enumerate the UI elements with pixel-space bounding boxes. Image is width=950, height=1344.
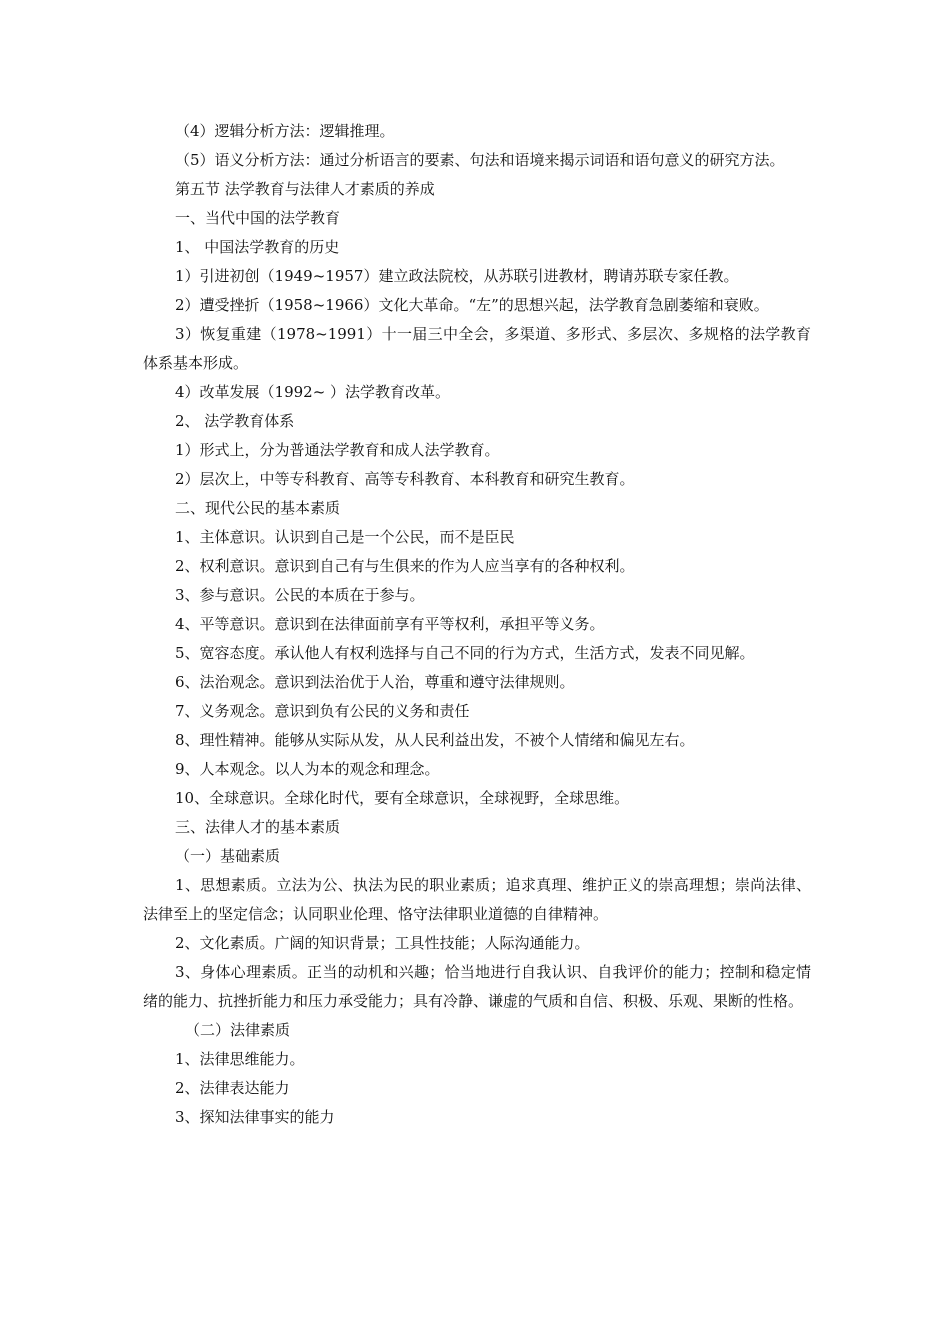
list-item: 1）形式上，分为普通法学教育和成人法学教育。 — [175, 441, 500, 459]
list-item: 1、思想素质。立法为公、执法为民的职业素质；追求真理、维护正义的崇高理想；崇尚法律、法律至上的坚定信念；认同职业伦理、恪守法律职业道德的自律精神。 — [143, 876, 811, 923]
subheading: （二）法律素质 — [185, 1021, 291, 1039]
list-item: 6、法治观念。意识到法治优于人治，尊重和遵守法律规则。 — [175, 673, 575, 691]
list-item: 3、参与意识。公民的本质在于参与。 — [175, 586, 425, 604]
list-item: 7、义务观念。意识到负有公民的义务和责任 — [175, 702, 470, 720]
list-item: 9、人本观念。以人为本的观念和理念。 — [175, 760, 440, 778]
list-item: 2、权利意识。意识到自己有与生俱来的作为人应当享有的各种权利。 — [175, 557, 635, 575]
list-item: 2、文化素质。广阔的知识背景；工具性技能；人际沟通能力。 — [175, 934, 590, 952]
subheading: 2、 法学教育体系 — [175, 412, 295, 430]
list-item: 8、理性精神。能够从实际从发，从人民利益出发，不被个人情绪和偏见左右。 — [175, 731, 695, 749]
list-item: 1、主体意识。认识到自己是一个公民，而不是臣民 — [175, 528, 515, 546]
section-heading: 第五节 法学教育与法律人才素质的养成 — [175, 180, 435, 198]
heading: 三、法律人才的基本素质 — [175, 818, 341, 836]
list-item: 1）引进初创（1949~1957）建立政法院校，从苏联引进教材，聘请苏联专家任教。 — [175, 267, 739, 285]
paragraph: （5）语义分析方法：通过分析语言的要素、句法和语境来揭示词语和语句意义的研究方法。 — [175, 151, 785, 169]
subheading: （一）基础素质 — [175, 847, 281, 865]
paragraph: （4）逻辑分析方法：逻辑推理。 — [175, 122, 395, 140]
list-item: 1、法律思维能力。 — [175, 1050, 305, 1068]
list-item: 3、探知法律事实的能力 — [175, 1108, 335, 1126]
list-item: 2）层次上，中等专科教育、高等专科教育、本科教育和研究生教育。 — [175, 470, 635, 488]
document-body — [143, 117, 811, 1132]
list-item: 5、宽容态度。承认他人有权利选择与自己不同的行为方式，生活方式，发表不同见解。 — [175, 644, 755, 662]
list-item: 4）改革发展（1992~ ）法学教育改革。 — [175, 383, 451, 401]
list-item: 2、法律表达能力 — [175, 1079, 290, 1097]
list-item: 4、平等意识。意识到在法律面前享有平等权利，承担平等义务。 — [175, 615, 605, 633]
list-item: 3）恢复重建（1978~1991）十一届三中全会，多渠道、多形式、多层次、多规格的法学教育体系基本形成。 — [143, 325, 811, 372]
list-item: 10、全球意识。全球化时代，要有全球意识，全球视野，全球思维。 — [175, 789, 630, 807]
heading: 二、现代公民的基本素质 — [175, 499, 341, 517]
heading: 一、当代中国的法学教育 — [175, 209, 341, 227]
subheading: 1、 中国法学教育的历史 — [175, 238, 340, 256]
list-item: 2）遭受挫折（1958~1966）文化大革命。“左”的思想兴起，法学教育急剧萎缩和衰败。 — [175, 296, 769, 314]
list-item: 3、身体心理素质。正当的动机和兴趣；恰当地进行自我认识、自我评价的能力；控制和稳定情绪的能力、抗挫折能力和压力承受能力；具有冷静、谦虚的气质和自信、积极、乐观、果断的性格。 — [143, 963, 811, 1010]
